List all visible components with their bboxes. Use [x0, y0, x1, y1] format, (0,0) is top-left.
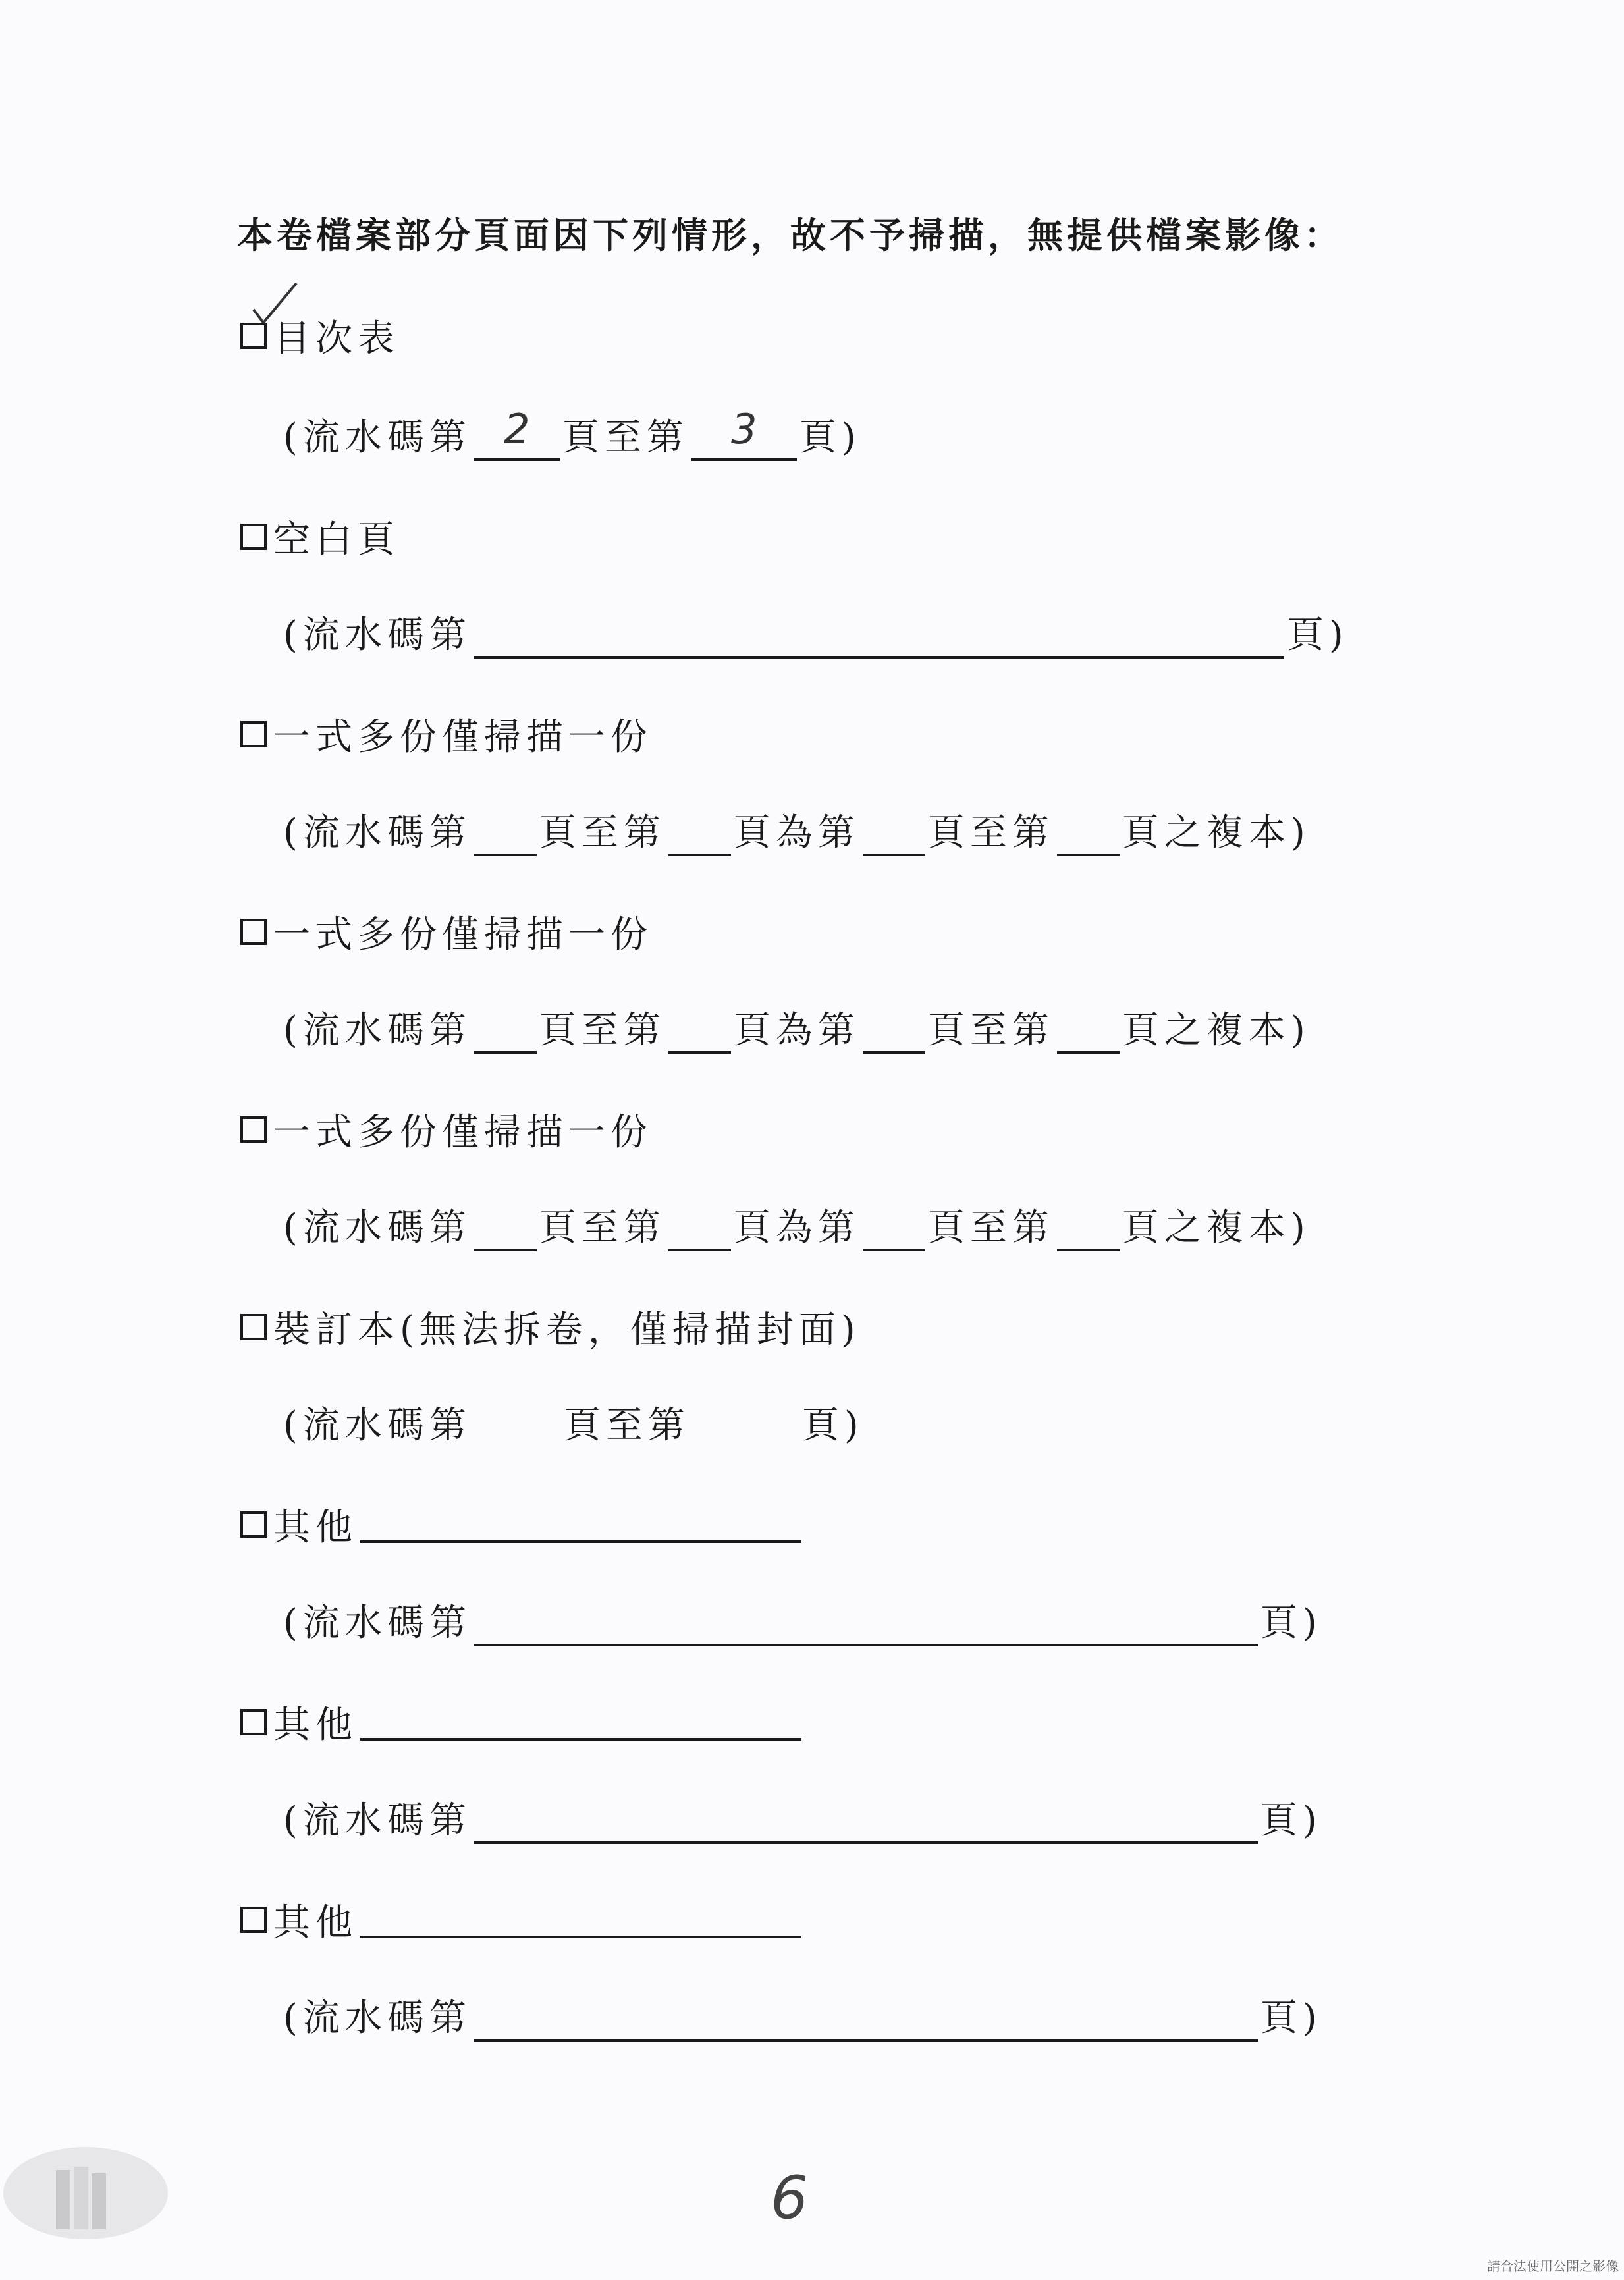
checkbox-copies-1[interactable]: [240, 721, 267, 747]
page-heading: 本卷檔案部分頁面因下列情形，故不予掃描，無提供檔案影像：: [237, 214, 1343, 256]
detail-other-1: (流水碼第 頁): [283, 1594, 1322, 1646]
item-label: 其他: [273, 1704, 358, 1747]
archive-logo-icon: [0, 2144, 171, 2242]
checkbox-copies-3[interactable]: [240, 1116, 267, 1143]
checkbox-blank-page[interactable]: [240, 524, 267, 550]
item-label: 一式多份僅掃描一份: [273, 716, 653, 759]
checkbox-other-1[interactable]: [240, 1511, 267, 1538]
item-label: 一式多份僅掃描一份: [273, 1111, 653, 1154]
item-blank-page[interactable]: [240, 510, 400, 563]
checkbox-bound-volume[interactable]: [240, 1314, 267, 1340]
item-label: 其他: [273, 1901, 358, 1944]
detail-copies-3: (流水碼第 頁至第 頁為第 頁至第 頁之複本): [283, 1199, 1311, 1251]
blank-other-2[interactable]: [360, 1704, 801, 1741]
item-copies-1[interactable]: [240, 708, 653, 761]
item-label: 一式多份僅掃描一份: [273, 913, 653, 956]
blank-from[interactable]: 2: [474, 424, 560, 461]
item-label: 其他: [273, 1506, 358, 1549]
detail-toc: (流水碼第 2 頁至第 3 頁): [283, 408, 861, 461]
item-copies-2[interactable]: [240, 906, 653, 958]
item-other-1[interactable]: [240, 1498, 804, 1551]
blank-other-1[interactable]: [360, 1506, 801, 1543]
detail-other-2: (流水碼第 頁): [283, 1791, 1322, 1844]
checkbox-other-2[interactable]: [240, 1709, 267, 1735]
checkbox-copies-2[interactable]: [240, 919, 267, 945]
detail-copies-2: (流水碼第 頁至第 頁為第 頁至第 頁之複本): [283, 1001, 1311, 1054]
item-bound-volume[interactable]: [240, 1301, 861, 1353]
footer-notice: 請合法使用公開之影像: [1487, 2258, 1619, 2274]
item-other-2[interactable]: [240, 1696, 804, 1749]
item-toc[interactable]: [240, 310, 400, 362]
item-copies-3[interactable]: [240, 1103, 653, 1156]
detail-blank-page: (流水碼第 頁): [283, 606, 1349, 659]
blank-to[interactable]: 3: [691, 424, 797, 461]
detail-other-3: (流水碼第 頁): [283, 1989, 1322, 2042]
checkbox-toc[interactable]: [240, 323, 267, 349]
handwritten-page-number: 6: [771, 2163, 809, 2233]
blank-pages[interactable]: [474, 622, 1284, 659]
item-label: 目次表: [273, 317, 400, 360]
detail-copies-1: (流水碼第 頁至第 頁為第 頁至第 頁之複本): [283, 803, 1311, 856]
checkbox-other-3[interactable]: [240, 1907, 267, 1933]
item-other-3[interactable]: [240, 1893, 804, 1946]
detail-bound-volume: (流水碼第 頁至第 頁): [283, 1404, 864, 1447]
item-label: 空白頁: [273, 518, 400, 561]
item-label: 裝訂本(無法拆卷，僅掃描封面): [273, 1309, 861, 1351]
blank-other-3[interactable]: [360, 1901, 801, 1938]
